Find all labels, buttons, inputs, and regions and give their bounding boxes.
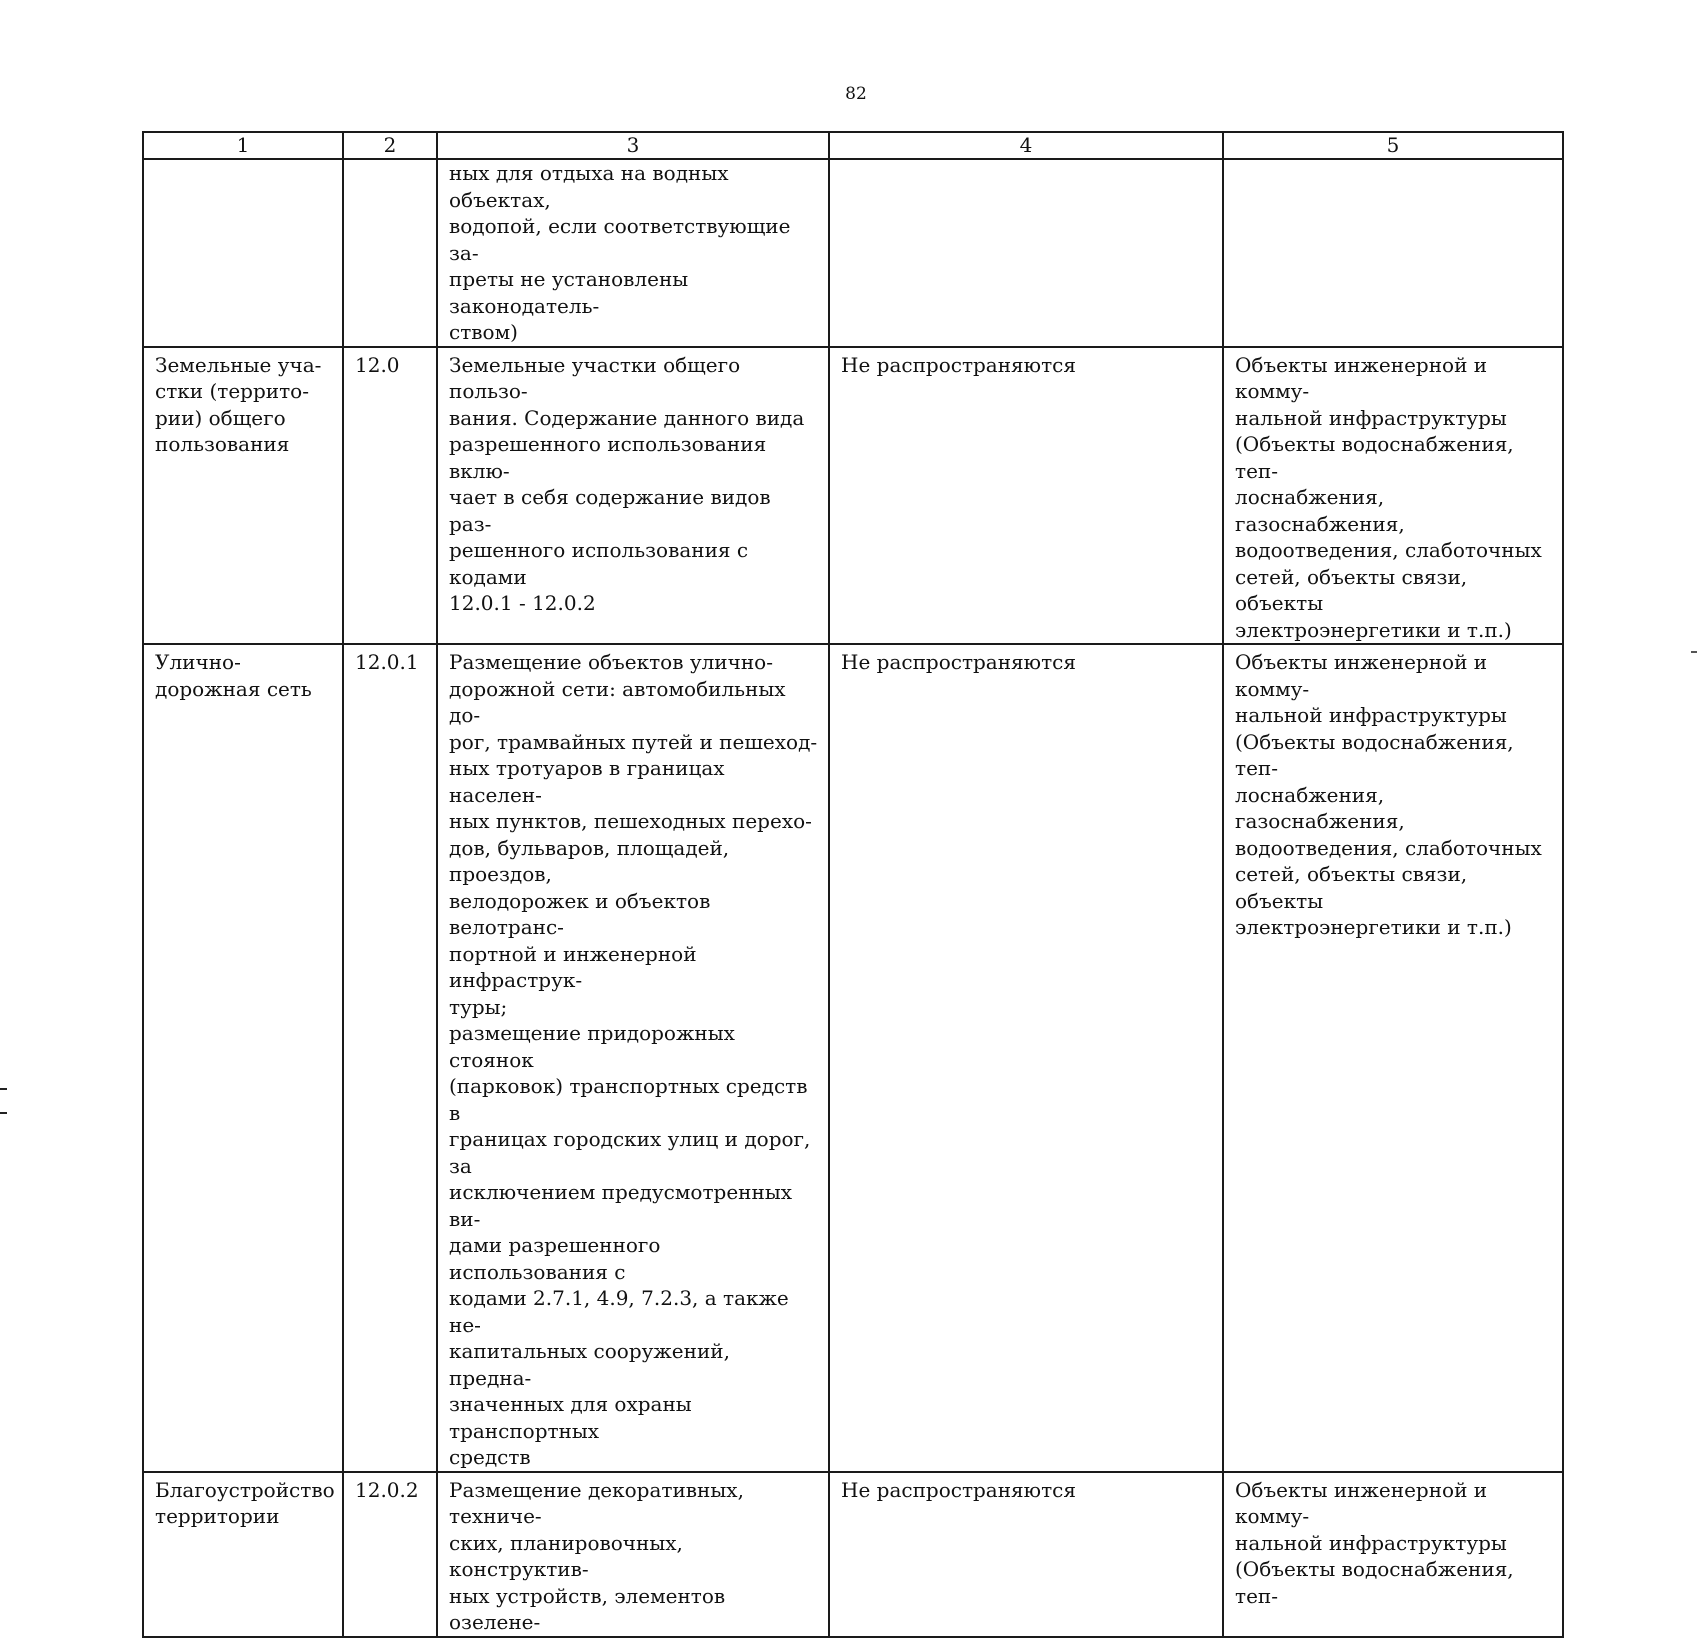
zoning-table — [142, 131, 1564, 1638]
table-row — [143, 159, 1563, 347]
permitted-objects-cell: Объекты инженерной и комму- нальной инфраструктуры (Объекты водоснабжения, теп- лоснабжения, газоснабжения, водоотведения, слаботочных сетей, объекты связи, объекты электроэнергетики и т.п.) — [1223, 347, 1563, 645]
use-description-cell: Размещение объектов улично- дорожной сети: автомобильных до- рог, трамвайных путей и пешеход- ных тротуаров в границах населен- ных пунктов, пешеходных перехо- дов, бульваров, площадей, проездов, велодорожек и объектов велотранс- портной и инженерной инфраструк- туры; размещение придорожных стоянок (парковок) транспортных средств в границах городских улиц и дорог, за исключением предусмотренных ви- дами разрешенного использования с кодами 2.7.1, 4.9, 7.2.3, а также не- капитальных сооружений, предна- значенных для охраны транспортных средств — [437, 644, 829, 1472]
table-row — [143, 644, 1563, 1472]
use-code-cell: 12.0 — [343, 347, 437, 645]
column-header: 5 — [1223, 132, 1563, 159]
restrictions-cell: Не распространяются — [829, 644, 1223, 1472]
scan-margin-mark — [0, 1112, 7, 1114]
column-header: 4 — [829, 132, 1223, 159]
table-header-row — [143, 132, 1563, 159]
scan-margin-mark — [1691, 651, 1697, 653]
column-header: 1 — [143, 132, 343, 159]
use-name-cell: Благоустройство территории — [143, 1472, 343, 1637]
restrictions-cell: Не распространяются — [829, 1472, 1223, 1637]
scan-margin-mark — [0, 1088, 7, 1090]
use-code-cell: 12.0.2 — [343, 1472, 437, 1637]
permitted-objects-cell: Объекты инженерной и комму- нальной инфраструктуры (Объекты водоснабжения, теп- — [1223, 1472, 1563, 1637]
use-description-cell: Размещение декоративных, техниче- ских, планировочных, конструктив- ных устройств, элементов озелене- — [437, 1472, 829, 1637]
use-description-cell: ных для отдыха на водных объектах, водопой, если соответствующие за- преты не установлены законодатель- ством) — [437, 159, 829, 347]
use-code-cell — [343, 159, 437, 347]
use-name-cell: Улично- дорожная сеть — [143, 644, 343, 1472]
table-row — [143, 1472, 1563, 1637]
use-code-cell: 12.0.1 — [343, 644, 437, 1472]
use-name-cell — [143, 159, 343, 347]
table-row — [143, 347, 1563, 645]
page-number: 82 — [845, 84, 867, 104]
permitted-objects-cell — [1223, 159, 1563, 347]
column-header: 3 — [437, 132, 829, 159]
restrictions-cell — [829, 159, 1223, 347]
use-name-cell: Земельные уча- стки (террито- рии) общего пользования — [143, 347, 343, 645]
column-header: 2 — [343, 132, 437, 159]
use-description-cell: Земельные участки общего пользо- вания. Содержание данного вида разрешенного использования вклю- чает в себя содержание видов раз- решенного использования с кодами 12.0.1 - 12.0.2 — [437, 347, 829, 645]
restrictions-cell: Не распространяются — [829, 347, 1223, 645]
permitted-objects-cell: Объекты инженерной и комму- нальной инфраструктуры (Объекты водоснабжения, теп- лоснабжения, газоснабжения, водоотведения, слаботочных сетей, объекты связи, объекты электроэнергетики и т.п.) — [1223, 644, 1563, 1472]
